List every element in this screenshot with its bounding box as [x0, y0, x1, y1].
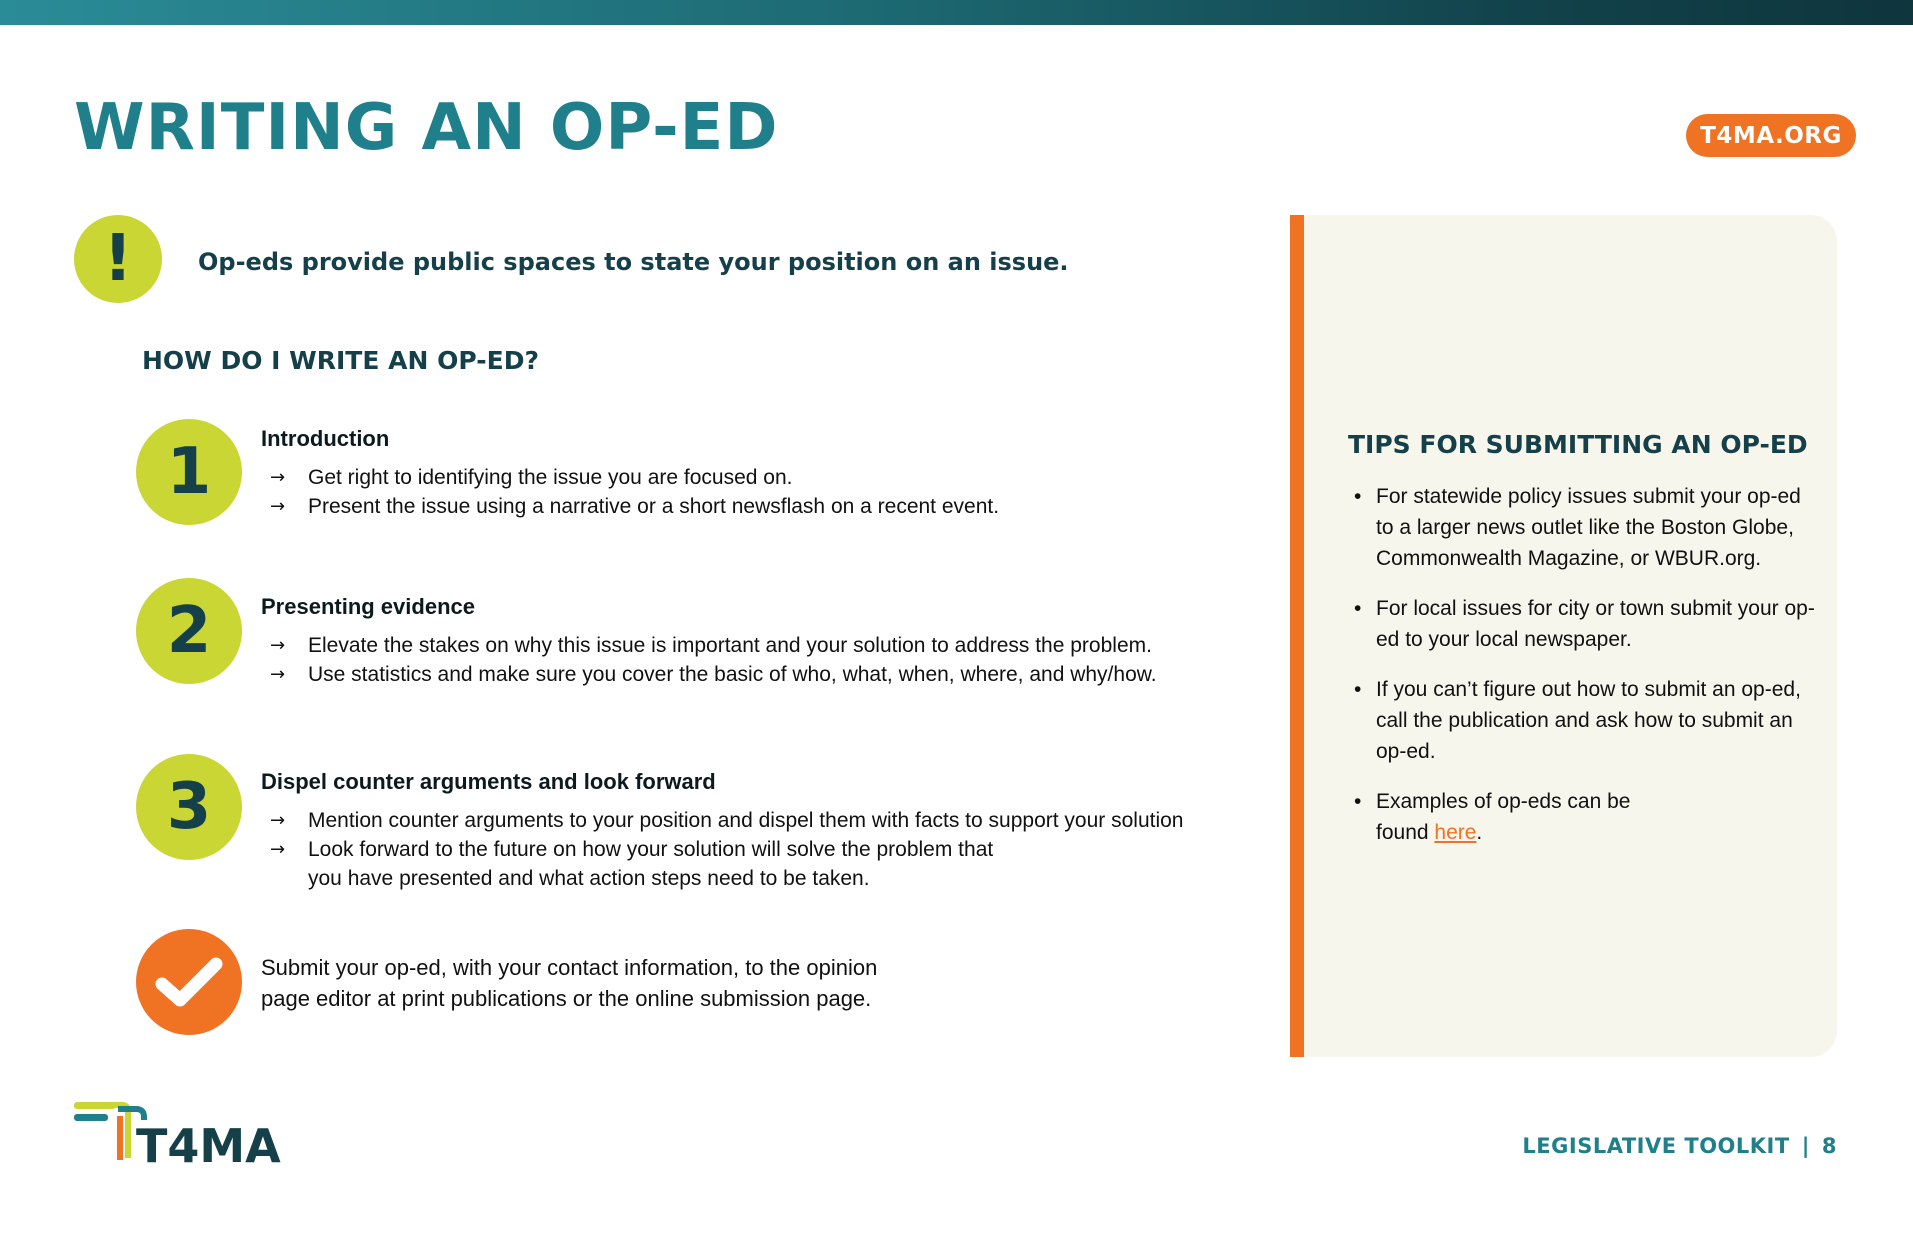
- list-item: → Mention counter arguments to your position and dispel them with facts to support your solution: [270, 806, 1230, 835]
- page-title: WRITING AN OP-ED: [74, 91, 779, 165]
- toolkit-label: LEGISLATIVE TOOLKIT: [1522, 1134, 1790, 1158]
- list-item: → Get right to identifying the issue you are focused on.: [270, 463, 1230, 492]
- how-to-heading: HOW DO I WRITE AN OP-ED?: [142, 346, 539, 375]
- page-number: 8: [1821, 1134, 1837, 1158]
- arrow-right-icon: →: [270, 810, 286, 831]
- arrow-right-icon: →: [270, 635, 286, 656]
- tips-list: [1348, 481, 1818, 867]
- arrow-right-icon: →: [270, 664, 286, 685]
- submit-instruction: Submit your op-ed, with your contact information, to the opinion page editor at print publications or the online submission page.: [261, 955, 878, 1011]
- exclamation-icon: !: [74, 215, 162, 303]
- list-item: → Use statistics and make sure you cover the basic of who, what, when, where, and why/how.: [270, 660, 1230, 689]
- examples-link[interactable]: here: [1434, 821, 1477, 844]
- intro-statement: Op-eds provide public spaces to state your position on an issue.: [198, 248, 1069, 276]
- list-item: • For local issues for city or town submit your op-ed to your local newspaper.: [1348, 593, 1818, 655]
- list-item: • Examples of op-eds can be found here.: [1348, 786, 1676, 848]
- checkmark-icon: [136, 929, 242, 1035]
- step-2-bullets: [270, 631, 1230, 689]
- footer-page-label: [1522, 1134, 1837, 1158]
- arrow-right-icon: →: [270, 839, 286, 860]
- step-3-bullets: [270, 806, 1230, 893]
- list-item: → Elevate the stakes on why this issue is important and your solution to address the problem.: [270, 631, 1230, 660]
- step-1-bullets: [270, 463, 1230, 521]
- tips-panel: [1290, 215, 1837, 1057]
- t4ma-logo: [74, 1098, 281, 1173]
- list-item: → Look forward to the future on how your solution will solve the problem that you have presented and what action steps need to be taken.: [270, 835, 1008, 893]
- list-item: • If you can’t figure out how to submit an op-ed, call the publication and ask how to submit an op-ed.: [1348, 674, 1818, 767]
- step-1-number-badge: 1: [136, 419, 242, 525]
- step-2-title: Presenting evidence: [261, 594, 475, 619]
- top-accent-bar: [0, 0, 1913, 25]
- step-1-title: Introduction: [261, 426, 390, 451]
- list-item: → Present the issue using a narrative or a short newsflash on a recent event.: [270, 492, 1230, 521]
- checkmark-glyph: [154, 954, 224, 1010]
- step-2-number-badge: 2: [136, 578, 242, 684]
- arrow-right-icon: →: [270, 496, 286, 517]
- list-item: • For statewide policy issues submit your op-ed to a larger news outlet like the Boston Globe, Commonwealth Magazine, or WBUR.org.: [1348, 481, 1818, 574]
- step-3-number-badge: 3: [136, 754, 242, 860]
- tips-heading: TIPS FOR SUBMITTING AN OP-ED: [1348, 430, 1808, 459]
- svg-text:T4MA: T4MA: [136, 1119, 281, 1173]
- step-3-title: Dispel counter arguments and look forward: [261, 769, 716, 794]
- footer-separator: |: [1801, 1134, 1810, 1158]
- site-url-badge[interactable]: T4MA.ORG: [1686, 114, 1856, 157]
- arrow-right-icon: →: [270, 467, 286, 488]
